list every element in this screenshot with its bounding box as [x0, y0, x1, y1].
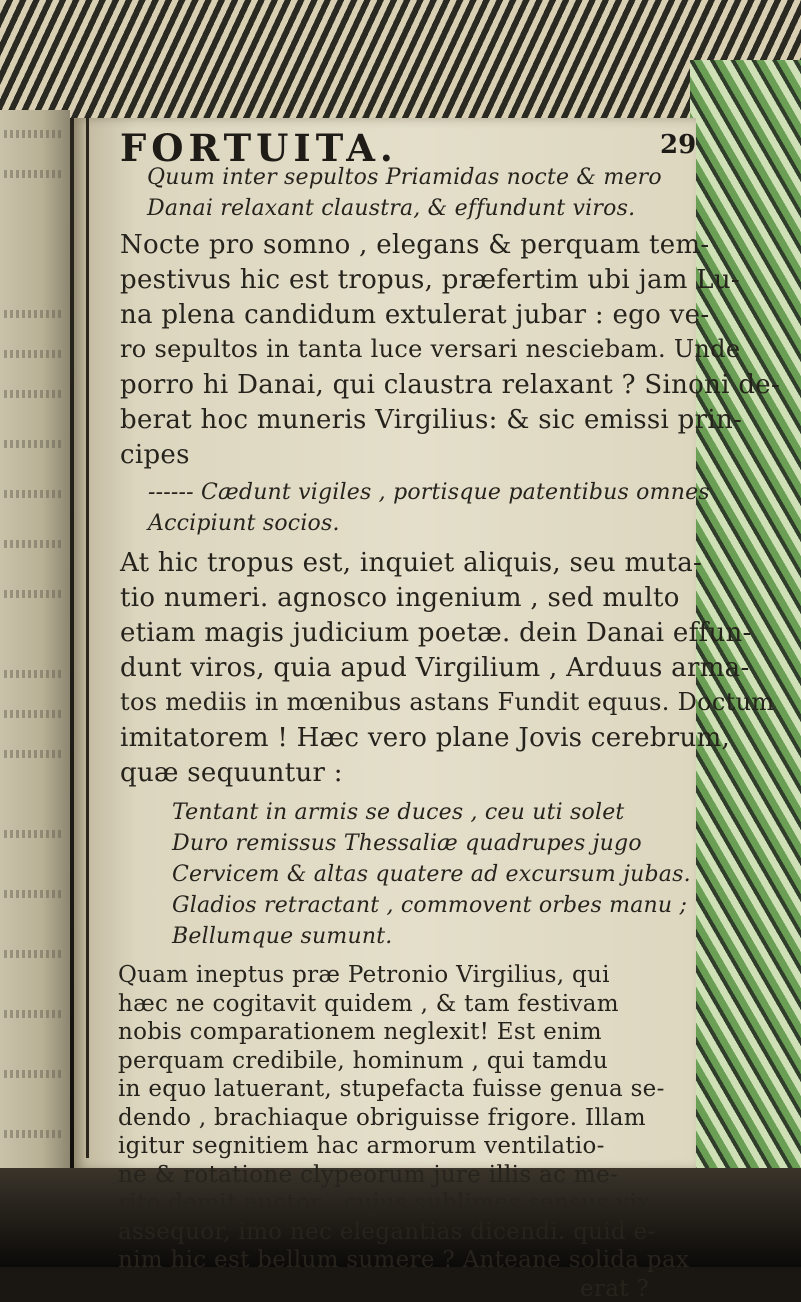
text-line: pestivus hic est tropus, præfertim ubi jam Lu- — [120, 265, 740, 295]
text-line: porro hi Danai, qui claustra relaxant ? Sinoni de- — [120, 370, 781, 400]
verse-line: Gladios retractant , commovent orbes manu ; — [172, 893, 688, 918]
verse-line: ------ Cædunt vigiles , portisque patentibus omnes — [148, 480, 710, 505]
verse-line: Accipiunt socios. — [148, 511, 340, 536]
text-line: tos mediis in mœnibus astans Fundit equus. Doctum — [120, 688, 775, 716]
text-line: At hic tropus est, inquiet aliquis, seu muta- — [120, 548, 703, 578]
verse-line: Bellumque sumunt. — [172, 924, 393, 949]
verse-line: Tentant in armis se duces , ceu uti solet — [172, 800, 625, 825]
text-line: hæc ne cogitavit quidem , & tam festivam — [118, 990, 619, 1017]
book-right-edge — [690, 60, 801, 1170]
catchword: erat ? — [580, 1275, 650, 1302]
text-line: nim hic est bellum sumere ? Anteane solida pax — [118, 1247, 690, 1273]
text-line: quæ sequuntur : — [120, 758, 343, 788]
book-top-edge — [0, 0, 801, 118]
text-line: imitatorem ! Hæc vero plane Jovis cerebrum, — [120, 723, 731, 753]
text-line: nobis comparationem neglexit! Est enim — [118, 1019, 602, 1045]
running-title: FORTUITA. — [120, 126, 398, 170]
text-line: dunt viros, quia apud Virgilium , Arduus arma- — [120, 653, 750, 683]
page-number: 29 — [660, 130, 697, 160]
page-gutter-line — [86, 118, 89, 1158]
text-line: ro sepultos in tanta luce versari nesciebam. Unde — [120, 335, 741, 363]
text-line: rito demit auctor , cujus sublimes sensus vix — [118, 1190, 651, 1216]
text-line: assequor, imo nec elegantias dicendi. quid e- — [118, 1218, 656, 1245]
text-line: berat hoc muneris Virgilius: & sic emissi prin- — [120, 405, 743, 435]
text-line: cipes — [120, 440, 190, 470]
text-line: Nocte pro somno , elegans & perquam tem- — [120, 230, 710, 260]
text-line: etiam magis judicium poetæ. dein Danai effun- — [120, 618, 752, 648]
verse-line: Danai relaxant claustra, & effundunt viros. — [147, 196, 636, 221]
text-line: dendo , brachiaque obriguisse frigore. Illam — [118, 1104, 646, 1131]
text-line: in equo latuerant, stupefacta fuisse genua se- — [118, 1076, 665, 1102]
verse-line: Duro remissus Thessaliæ quadrupes jugo — [172, 831, 642, 856]
text-line: igitur segnitiem hac armorum ventilatio- — [118, 1133, 605, 1159]
verse-line: Quum inter sepultos Priamidas nocte & mero — [147, 165, 662, 190]
text-line: Quam ineptus præ Petronio Virgilius, qui — [118, 962, 610, 988]
text-line: ne & rotatione clypeorum jure illis ac me- — [118, 1161, 618, 1188]
previous-page-strip — [0, 110, 70, 1190]
text-line: na plena candidum extulerat jubar : ego ve- — [120, 300, 710, 330]
text-line: tio numeri. agnosco ingenium , sed multo — [120, 583, 680, 613]
verse-line: Cervicem & altas quatere ad excursum jubas. — [172, 862, 691, 887]
text-line: perquam credibile, hominum , qui tamdu — [118, 1047, 609, 1074]
